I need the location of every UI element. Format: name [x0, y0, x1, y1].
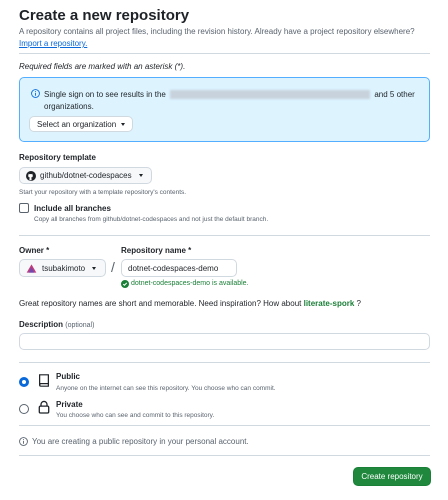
divider	[19, 425, 430, 426]
divider	[19, 455, 430, 456]
sso-message	[44, 89, 424, 113]
select-organization-button[interactable]	[29, 116, 133, 132]
owner-value: tsubakimoto	[42, 263, 86, 273]
suggestion-end: ?	[356, 299, 361, 308]
github-icon	[26, 171, 36, 181]
repo-name-label: Repository name *	[121, 246, 192, 255]
redacted-org-names	[170, 90, 370, 99]
repo-icon	[37, 373, 51, 388]
public-help: Anyone on the internet can see this repository. You choose who can commit.	[56, 385, 276, 392]
suggested-name-link[interactable]: literate-spork	[303, 299, 355, 308]
sso-notice	[19, 77, 430, 142]
description-label-row	[19, 320, 94, 329]
personal-account-note: You are creating a public repository in your personal account.	[32, 437, 249, 446]
repo-available-message: dotnet-codespaces-demo is available.	[131, 280, 249, 287]
create-repository-button[interactable]: Create repository	[353, 467, 431, 486]
lock-icon	[38, 400, 50, 414]
divider	[19, 53, 430, 54]
template-select-button[interactable]	[19, 167, 152, 184]
chevron-down-icon	[92, 267, 96, 270]
divider	[19, 362, 430, 363]
public-radio[interactable]	[19, 377, 29, 387]
description-optional: (optional)	[65, 322, 95, 329]
suggestion-text: Great repository names are short and memorable. Need inspiration? How about	[19, 299, 302, 308]
import-repository-link[interactable]: Import a repository.	[19, 39, 88, 48]
description-label: Description	[19, 320, 64, 329]
description-input[interactable]	[19, 333, 430, 350]
chevron-down-icon	[121, 123, 125, 126]
check-circle-icon	[121, 280, 129, 288]
owner-select-button[interactable]	[19, 259, 106, 277]
select-organization-label: Select an organization	[37, 119, 117, 129]
name-suggestion	[19, 299, 361, 308]
info-icon	[19, 437, 28, 446]
sso-text-before: Single sign on to see results in the	[44, 90, 166, 99]
private-help: You choose who can see and commit to this repository.	[56, 412, 215, 419]
avatar	[26, 263, 37, 274]
info-icon	[31, 89, 40, 98]
page-subtitle: A repository contains all project files, including the revision history. Already have a project repository elsewhere?	[19, 27, 415, 36]
include-branches-checkbox[interactable]	[19, 203, 29, 213]
template-value: github/dotnet-codespaces	[40, 171, 132, 180]
include-branches-help: Copy all branches from github/dotnet-codespaces and not just the default branch.	[34, 216, 269, 223]
page-title: Create a new repository	[19, 7, 190, 24]
repo-name-input[interactable]: dotnet-codespaces-demo	[121, 259, 237, 277]
required-fields-note: Required fields are marked with an asterisk (*).	[19, 62, 186, 71]
sso-text-line2: organizations.	[44, 102, 94, 111]
template-label: Repository template	[19, 153, 96, 162]
private-label: Private	[56, 400, 83, 409]
private-radio[interactable]	[19, 404, 29, 414]
owner-repo-separator: /	[111, 259, 115, 275]
chevron-down-icon	[139, 174, 143, 177]
public-label: Public	[56, 372, 81, 381]
include-branches-label: Include all branches	[34, 204, 111, 213]
template-help: Start your repository with a template repository's contents.	[19, 189, 187, 196]
owner-label: Owner *	[19, 246, 50, 255]
divider	[19, 235, 430, 236]
sso-text-after: and 5 other	[374, 90, 415, 99]
